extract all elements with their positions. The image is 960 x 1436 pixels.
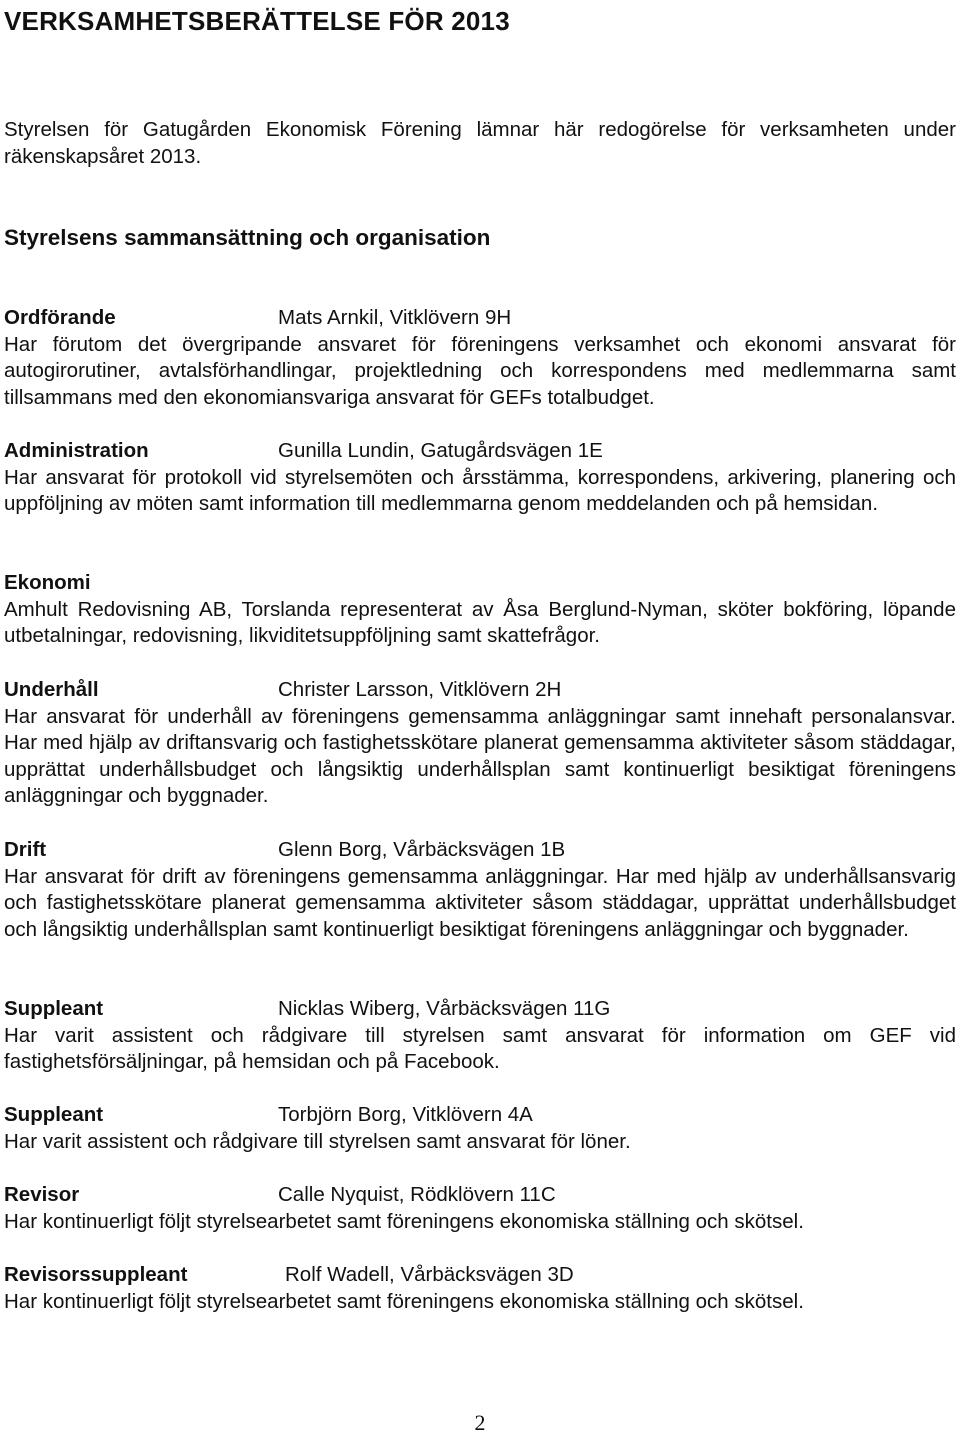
role-description: Har varit assistent och rådgivare till styrelsen samt ansvarat för information om GEF vid fastighetsförsäljningar, på hemsidan och på Facebook. <box>4 1023 956 1073</box>
role-person: Rolf Wadell, Vårbäcksvägen 3D <box>285 1263 574 1286</box>
document-title: VERKSAMHETSBERÄTTELSE FÖR 2013 <box>4 6 510 36</box>
role-block-suppleant-1 <box>4 996 956 1076</box>
role-block-revisor <box>4 1182 956 1235</box>
role-title: Suppleant <box>4 997 104 1020</box>
role-header <box>4 1102 956 1129</box>
role-header <box>4 1182 956 1209</box>
role-header <box>4 996 956 1023</box>
role-header <box>4 305 956 332</box>
role-person: Mats Arnkil, Vitklövern 9H <box>278 306 512 329</box>
page-number: 2 <box>474 1410 486 1435</box>
role-title: Administration <box>4 439 149 462</box>
role-description: Har ansvarat för drift av föreningens gemensamma anläggningar. Har med hjälp av underhållsansvarig och fastighetsskötare planerat gemensamma aktiviteter såsom städdagar, upprättat underhållsbudget och långsiktig underhållsplan samt kontinuerligt besiktigat föreningens anläggningar och byggnader. <box>4 864 956 941</box>
role-title: Suppleant <box>4 1103 104 1126</box>
role-header <box>4 677 956 704</box>
role-description: Har kontinuerligt följt styrelsearbetet samt föreningens ekonomiska ställning och skötsel. <box>4 1209 804 1233</box>
role-person: Gunilla Lundin, Gatugårdsvägen 1E <box>278 439 603 462</box>
role-block-administration <box>4 438 956 518</box>
role-block-ordforande <box>4 305 956 411</box>
role-title: Underhåll <box>4 678 99 701</box>
role-header <box>4 438 956 465</box>
role-description: Har varit assistent och rådgivare till styrelsen samt ansvarat för löner. <box>4 1129 631 1153</box>
role-person: Glenn Borg, Vårbäcksvägen 1B <box>278 838 566 861</box>
role-person: Torbjörn Borg, Vitklövern 4A <box>278 1103 533 1126</box>
role-description: Har förutom det övergripande ansvaret för föreningens verksamhet och ekonomi ansvarat för autogirorutiner, avtalsförhandlingar, projektledning och korrespondens med medlemmarna samt tillsammans med den ekonomiansvariga ansvarat för GEFs totalbudget. <box>4 332 956 409</box>
role-title: Ordförande <box>4 306 116 329</box>
role-person: Christer Larsson, Vitklövern 2H <box>278 678 562 701</box>
role-header <box>4 1262 956 1289</box>
role-title: Ekonomi <box>4 571 91 594</box>
intro-paragraph: Styrelsen för Gatugården Ekonomisk Förening lämnar här redogörelse för verksamheten under räkenskapsåret 2013. <box>4 118 956 168</box>
role-block-drift <box>4 837 956 943</box>
section-heading: Styrelsens sammansättning och organisation <box>4 225 491 250</box>
role-block-revisorssuppleant <box>4 1262 956 1315</box>
role-block-suppleant-2 <box>4 1102 956 1155</box>
role-description: Har kontinuerligt följt styrelsearbetet samt föreningens ekonomiska ställning och skötsel. <box>4 1289 804 1313</box>
role-title: Revisor <box>4 1183 80 1206</box>
role-description: Har ansvarat för protokoll vid styrelsemöten och årsstämma, korrespondens, arkivering, planering och uppföljning av möten samt information till medlemmarna genom meddelanden och på hemsidan. <box>4 465 956 515</box>
role-person: Nicklas Wiberg, Vårbäcksvägen 11G <box>278 997 611 1020</box>
role-title: Revisorssuppleant <box>4 1263 188 1286</box>
role-description: Har ansvarat för underhåll av föreningens gemensamma anläggningar samt innehaft personalansvar. Har med hjälp av driftansvarig och fastighetsskötare planerat gemensamma aktiviteter såsom städdagar, upprättat underhållsbudget och långsiktig underhållsplan samt kontinuerligt besiktigat föreningens anläggningar och byggnader. <box>4 704 956 807</box>
role-description: Amhult Redovisning AB, Torslanda representerat av Åsa Berglund-Nyman, sköter bokföring, löpande utbetalningar, redovisning, likviditetsuppföljning samt skattefrågor. <box>4 597 956 647</box>
role-header <box>4 570 956 597</box>
role-header <box>4 837 956 864</box>
role-person: Calle Nyquist, Rödklövern 11C <box>278 1183 556 1206</box>
role-title: Drift <box>4 838 47 861</box>
role-block-ekonomi <box>4 570 956 650</box>
role-block-underhall <box>4 677 956 810</box>
